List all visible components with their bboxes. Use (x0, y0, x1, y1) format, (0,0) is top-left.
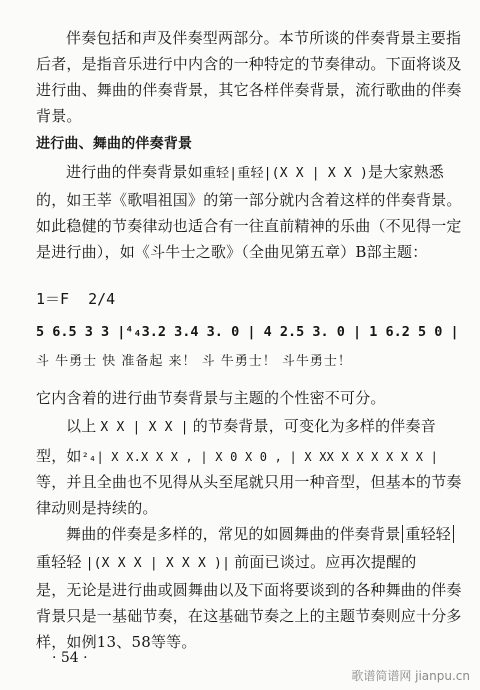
rhythm-pattern: X X | X X | (100, 420, 189, 435)
key-signature: 1＝F (36, 290, 70, 308)
text-segment: 型，如 (36, 447, 82, 465)
text-line: 它内含着的进行曲节奏背景与主题的个性密不可分。 (36, 389, 386, 407)
text-line (36, 416, 470, 438)
text-line: 进行曲、舞曲的伴奏背景，其它各样伴奏背景，流行歌曲的伴奏 (36, 81, 462, 99)
text-segment: 前面已谈过。应再次提醒的 (234, 553, 417, 571)
accent-pattern: 重轻轻 (402, 525, 454, 543)
text-line: 背景。 (36, 107, 82, 125)
rhythm-pattern: |(X X X | X X X )| (85, 556, 231, 571)
text-line (36, 446, 440, 467)
text-line: 律动则是持续的。 (36, 499, 158, 517)
text-line: 如此稳健的节奏律动也适合有一往直前精神的乐曲（不见得一定 (36, 217, 462, 235)
watermark: 歌谱简谱网 jianpu.cn (351, 669, 470, 683)
text-segment: 以上 (66, 417, 97, 435)
text-segment: 的节奏背景，可变化为多样的伴奏音 (192, 417, 436, 435)
text-line: 等，并且全曲也不见得从头至尾就只用一种音型，但基本的节奏 (36, 473, 462, 491)
text-line: 是进行曲），如《斗牛士之歌》（全曲见第五章）B部主题： (36, 243, 428, 261)
text-segment: 舞曲的伴奏是多样的，常见的如圆舞曲的伴奏背景 (66, 525, 401, 543)
text-line: 样，如例13、58等等。 (36, 633, 197, 651)
text-line (36, 552, 440, 574)
section-title: 进行曲、舞曲的伴奏背景 (36, 136, 193, 152)
time-signature: 2/4 (88, 290, 116, 308)
text-line (36, 524, 470, 544)
score-notes: 5 6.5 3 3 |⁴₄3.2 3.4 3. 0 | 4 2.5 3. 0 | 1 6.2 5 0 | (36, 324, 459, 340)
rhythm-pattern: ²₄| X X.X X X , | X 0 X 0 , | X XX X X X X X X | (81, 450, 438, 464)
accent-pattern: 重轻轻 (36, 553, 82, 571)
text-line: 的，如王莘《歌唱祖国》的第一部分就内含着这样的伴奏背景。 (36, 191, 462, 209)
page-number: · 54 · (52, 650, 88, 666)
score-lyrics: 斗 牛勇士 快 准备起 来！ 斗 牛勇士！ 斗牛勇士！ (36, 354, 352, 369)
text-segment: 进行曲的伴奏背景如 (66, 163, 203, 181)
rhythm-pattern: 重轻|重轻|(X X | X X ) (202, 166, 368, 181)
text-line (36, 162, 470, 184)
text-segment: 是大家熟悉 (368, 163, 445, 181)
text-line: 伴奏包括和声及伴奏型两部分。本节所谈的伴奏背景主要指 (66, 29, 462, 47)
score-key (36, 288, 440, 309)
text-line: 是，无论是进行曲或圆舞曲以及下面将要谈到的各种舞曲的伴奏 (36, 581, 462, 599)
text-line: 背景只是一基础节奏，在这基础节奏之上的主题节奏则应十分多 (36, 607, 462, 625)
text-line: 后者，是指音乐进行中内含的一种特定的节奏律动。下面将谈及 (36, 55, 462, 73)
